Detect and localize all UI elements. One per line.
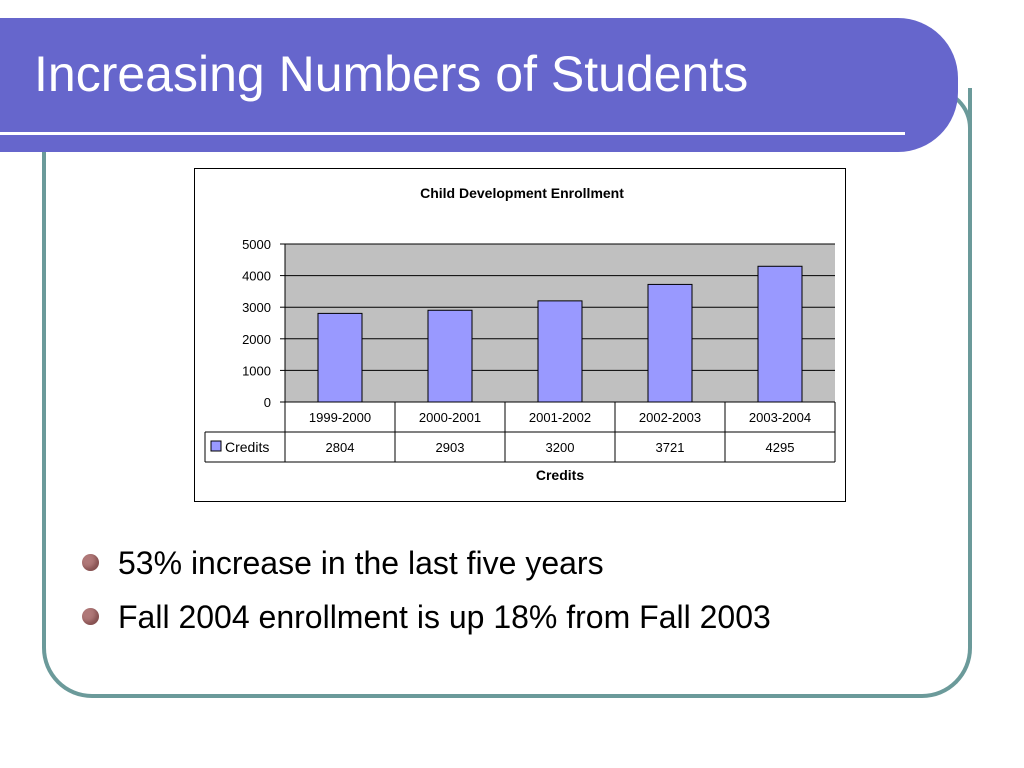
- bar: [648, 284, 692, 402]
- y-tick-label: 4000: [242, 268, 271, 284]
- bullet-list: [76, 536, 771, 644]
- y-tick-label: 3000: [242, 300, 271, 316]
- chart-title: Child Development Enrollment: [420, 185, 624, 201]
- x-tick-label: 2002-2003: [638, 410, 702, 425]
- bar: [318, 313, 362, 402]
- x-tick-label: 2003-2004: [748, 410, 812, 425]
- x-axis-label: Credits: [535, 467, 585, 483]
- y-tick-label: 0: [263, 395, 271, 410]
- y-tick-label: 2000: [242, 331, 271, 347]
- y-tick-label: 5000: [242, 237, 271, 252]
- title-underline: [0, 132, 905, 135]
- y-tick-label: 1000: [242, 363, 271, 379]
- bullet-text: Fall 2004 enrollment is up 18% from Fall 2003: [118, 599, 771, 635]
- slide-title: Increasing Numbers of Students: [34, 46, 749, 102]
- bullet-item: [76, 590, 771, 644]
- data-label: 2903: [435, 440, 465, 455]
- bar: [428, 310, 472, 402]
- x-tick-label: 2001-2002: [528, 410, 592, 425]
- legend-label: Credits: [225, 439, 270, 455]
- x-tick-label: 2000-2001: [418, 410, 482, 425]
- bullet-dot-icon: [82, 554, 99, 571]
- bullet-text: 53% increase in the last five years: [118, 545, 604, 581]
- data-label: 3721: [655, 440, 685, 455]
- x-tick-label: 1999-2000: [308, 410, 372, 425]
- legend-swatch: [211, 441, 221, 451]
- enrollment-chart: [195, 169, 844, 500]
- data-label: 3200: [545, 440, 575, 455]
- data-label: 2804: [325, 440, 355, 455]
- bullet-dot-icon: [82, 608, 99, 625]
- chart-container: [194, 168, 846, 502]
- bar: [538, 301, 582, 402]
- bullet-item: [76, 536, 771, 590]
- data-label: 4295: [765, 440, 795, 455]
- bar: [758, 266, 802, 402]
